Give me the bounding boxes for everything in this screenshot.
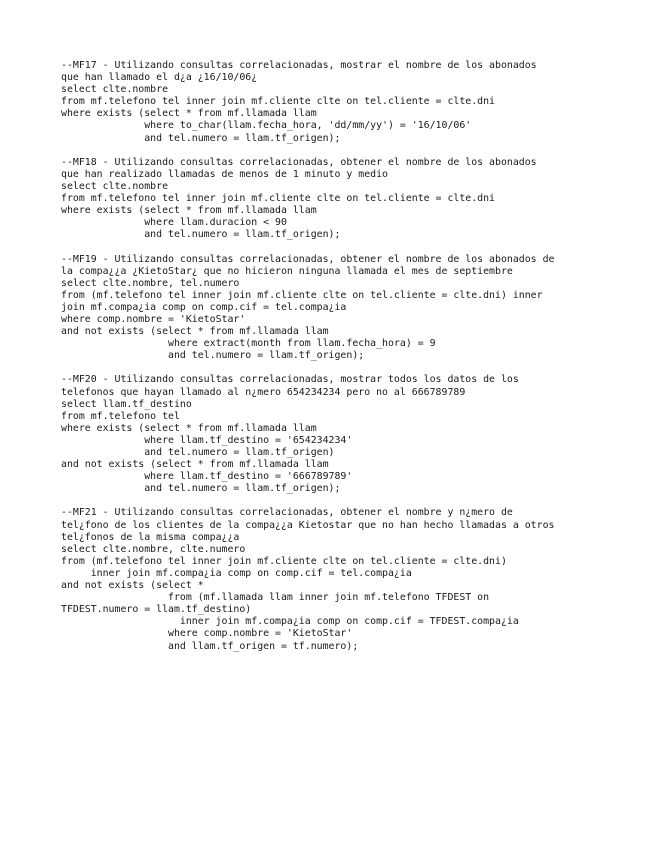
code-line: where llam.tf_destino = '666789789': [61, 471, 353, 483]
code-line: where llam.tf_destino = '654234234': [61, 434, 353, 446]
code-line: select llam.tf_destino: [61, 398, 192, 410]
code-line: and tel.numero = llam.tf_origen);: [61, 132, 341, 144]
code-line: from (mf.telefono tel inner join mf.cliente clte on tel.cliente = clte.dni): [61, 555, 507, 567]
query-comment-line: --MF17 - Utilizando consultas correlacionadas, mostrar el nombre de los abonados: [61, 60, 537, 71]
code-line: and not exists (select *: [61, 580, 204, 592]
sql-code-listing: [61, 60, 641, 665]
code-line: where llam.duracion < 90: [61, 217, 287, 229]
code-line: from mf.telefono tel inner join mf.cliente clte on tel.cliente = clte.dni: [61, 96, 496, 108]
code-line: join mf.compa¿ia comp on comp.cif = tel.compa¿ia: [61, 301, 347, 313]
query-block: [61, 254, 641, 363]
query-block: [61, 507, 641, 652]
code-line: from (mf.llamada llam inner join mf.telefono TFDEST on: [61, 592, 490, 604]
query-block: [61, 157, 641, 242]
code-line: and not exists (select * from mf.llamada llam: [61, 459, 329, 471]
code-line: and not exists (select * from mf.llamada llam: [61, 326, 329, 338]
code-line: where exists (select * from mf.llamada llam: [61, 422, 317, 434]
code-line: where to_char(llam.fecha_hora, 'dd/mm/yy') = '16/10/06': [61, 120, 472, 132]
code-line: and tel.numero = llam.tf_origen);: [61, 350, 365, 362]
code-line: and tel.numero = llam.tf_origen);: [61, 483, 341, 495]
code-line: que han llamado el d¿a ¿16/10/06¿: [61, 72, 258, 84]
query-comment-line: --MF20 - Utilizando consultas correlacionadas, mostrar todos los datos de los: [61, 374, 519, 386]
code-line: and tel.numero = llam.tf_origen): [61, 447, 335, 458]
code-line: where comp.nombre = 'KietoStar': [61, 628, 353, 640]
code-line: la compa¿¿a ¿KietoStar¿ que no hicieron ninguna llamada el mes de septiembre: [61, 265, 513, 277]
query-block: [61, 374, 641, 495]
code-line: and llam.tf_origen = tf.numero);: [61, 640, 359, 652]
code-line: select clte.nombre, tel.numero: [61, 277, 240, 289]
code-line: where exists (select * from mf.llamada llam: [61, 108, 317, 120]
code-line: telefonos que hayan llamado al n¿mero 654234234 pero no al 666789789: [61, 386, 466, 398]
code-line: TFDEST.numero = llam.tf_destino): [61, 604, 252, 616]
code-line: tel¿fono de los clientes de la compa¿¿a Kietostar que no han hecho llamadas a otros: [61, 519, 555, 531]
code-line: from mf.telefono tel inner join mf.cliente clte on tel.cliente = clte.dni: [61, 193, 496, 205]
code-line: select clte.nombre: [61, 180, 169, 192]
code-line: select clte.nombre, clte.numero: [61, 543, 246, 555]
code-line: from mf.telefono tel: [61, 410, 180, 422]
query-comment-line: --MF19 - Utilizando consultas correlacionadas, obtener el nombre de los abonados de: [61, 253, 555, 265]
code-line: select clte.nombre: [61, 84, 169, 96]
code-line: from (mf.telefono tel inner join mf.cliente clte on tel.cliente = clte.dni) inner: [61, 289, 543, 301]
code-line: inner join mf.compa¿ia comp on comp.cif = tel.compa¿ia: [61, 567, 412, 579]
code-line: where comp.nombre = 'KietoStar': [61, 313, 246, 325]
code-line: inner join mf.compa¿ia comp on comp.cif = TFDEST.compa¿ia: [61, 616, 519, 628]
query-comment-line: --MF18 - Utilizando consultas correlacionadas, obtener el nombre de los abonados: [61, 156, 537, 168]
code-line: tel¿fonos de la misma compa¿¿a: [61, 531, 240, 543]
code-line: where extract(month from llam.fecha_hora) = 9: [61, 338, 436, 350]
code-line: where exists (select * from mf.llamada llam: [61, 205, 317, 217]
code-line: and tel.numero = llam.tf_origen);: [61, 229, 341, 241]
query-comment-line: --MF21 - Utilizando consultas correlacionadas, obtener el nombre y n¿mero de: [61, 507, 513, 519]
code-line: que han realizado llamadas de menos de 1 minuto y medio: [61, 168, 388, 180]
query-block: [61, 60, 641, 145]
